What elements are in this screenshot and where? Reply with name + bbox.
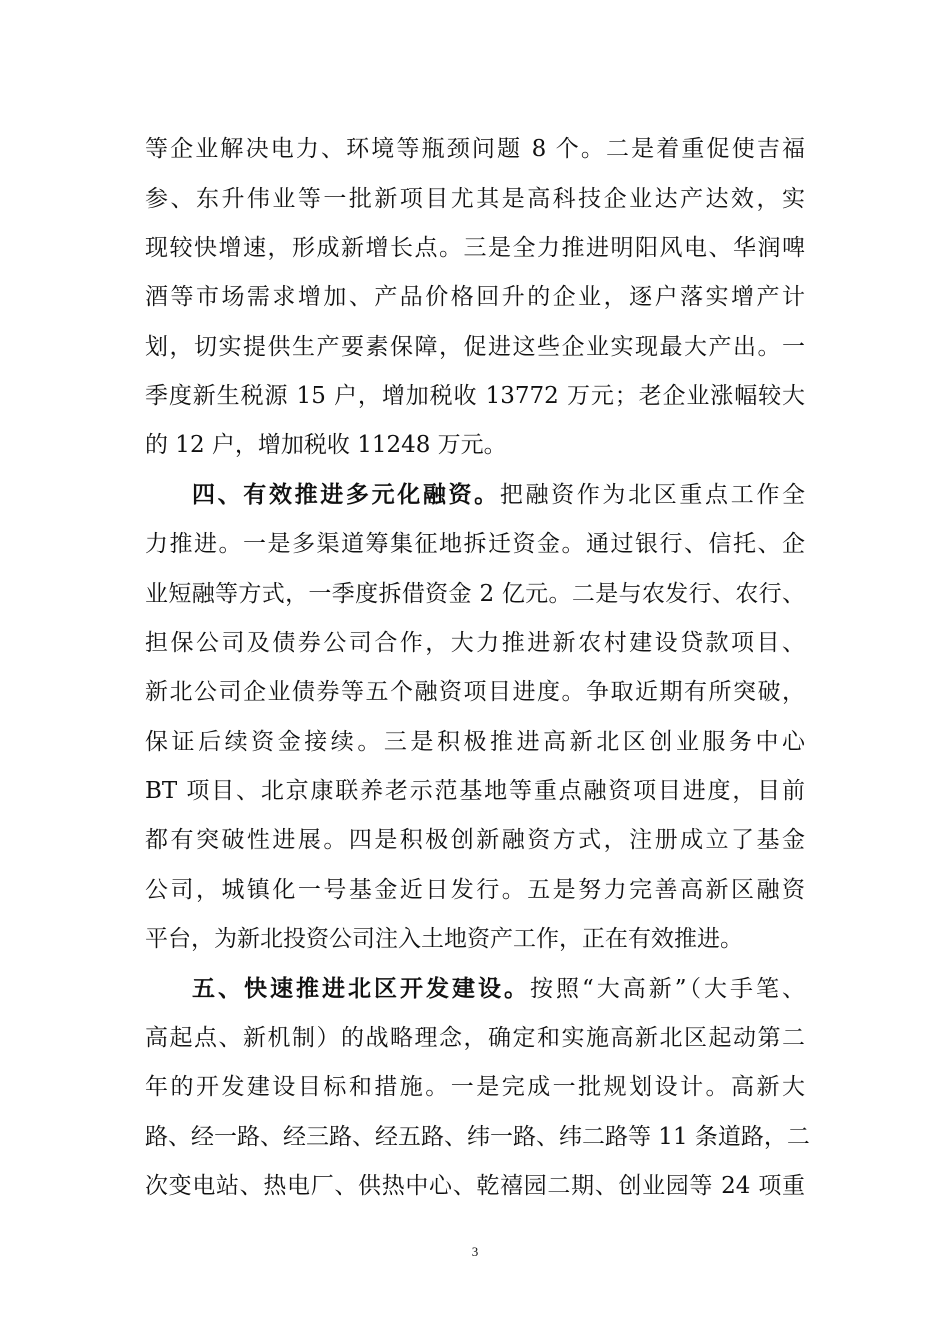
text-line: BT 项目、北京康联养老示范基地等重点融资项目进度，目前 [145,778,805,804]
section-4-heading: 四、有效推进多元化融资。 [192,482,500,508]
text-line: 酒等市场需求增加、产品价格回升的企业，逐户落实增产计 [145,284,805,310]
text-line: 新北公司企业债券等五个融资项目进度。争取近期有所突破， [145,679,805,705]
text-line: 划，切实提供生产要素保障，促进这些企业实现最大产出。一 [145,334,805,360]
section-4-first-line [192,475,805,515]
text-line: 路、经一路、经三路、经五路、纬一路、纬二路等 11 条道路，二 [145,1124,810,1150]
text-line: 参、东升伟业等一批新项目尤其是高科技企业达产达效，实 [145,186,805,212]
text-line: 业短融等方式，一季度拆借资金 2 亿元。二是与农发行、农行、 [145,581,805,607]
text-run: 按照“大高新”（大手笔、 [529,976,805,1002]
text-line: 公司，城镇化一号基金近日发行。五是努力完善高新区融资 [145,877,805,903]
text-line: 高起点、新机制）的战略理念，确定和实施高新北区起动第二 [145,1025,805,1051]
text-line: 等企业解决电力、环境等瓶颈问题 8 个。二是着重促使吉福 [145,136,805,162]
section-5-heading: 五、快速推进北区开发建设。 [192,976,530,1002]
text-line: 平台，为新北投资公司注入土地资产工作，正在有效推进。 [145,926,743,952]
text-line: 力推进。一是多渠道筹集征地拆迁资金。通过银行、信托、企 [145,531,805,557]
text-line: 担保公司及债券公司合作，大力推进新农村建设贷款项目、 [145,630,805,656]
text-line: 年的开发建设目标和措施。一是完成一批规划设计。高新大 [145,1074,805,1100]
text-line: 现较快增速，形成新增长点。三是全力推进明阳风电、华润啤 [145,235,805,261]
text-run: 把融资作为北区重点工作全 [499,482,806,508]
text-line: 保证后续资金接续。三是积极推进高新北区创业服务中心 [145,729,805,755]
page-number: 3 [471,1244,479,1259]
text-line: 都有突破性进展。四是积极创新融资方式，注册成立了基金 [145,827,805,853]
text-line: 次变电站、热电厂、供热中心、乾禧园二期、创业园等 24 项重 [145,1173,805,1199]
text-line: 季度新生税源 15 户，增加税收 13772 万元；老企业涨幅较大 [145,383,805,409]
text-line: 的 12 户，增加税收 11248 万元。 [145,432,507,458]
section-5-first-line [192,969,805,1009]
